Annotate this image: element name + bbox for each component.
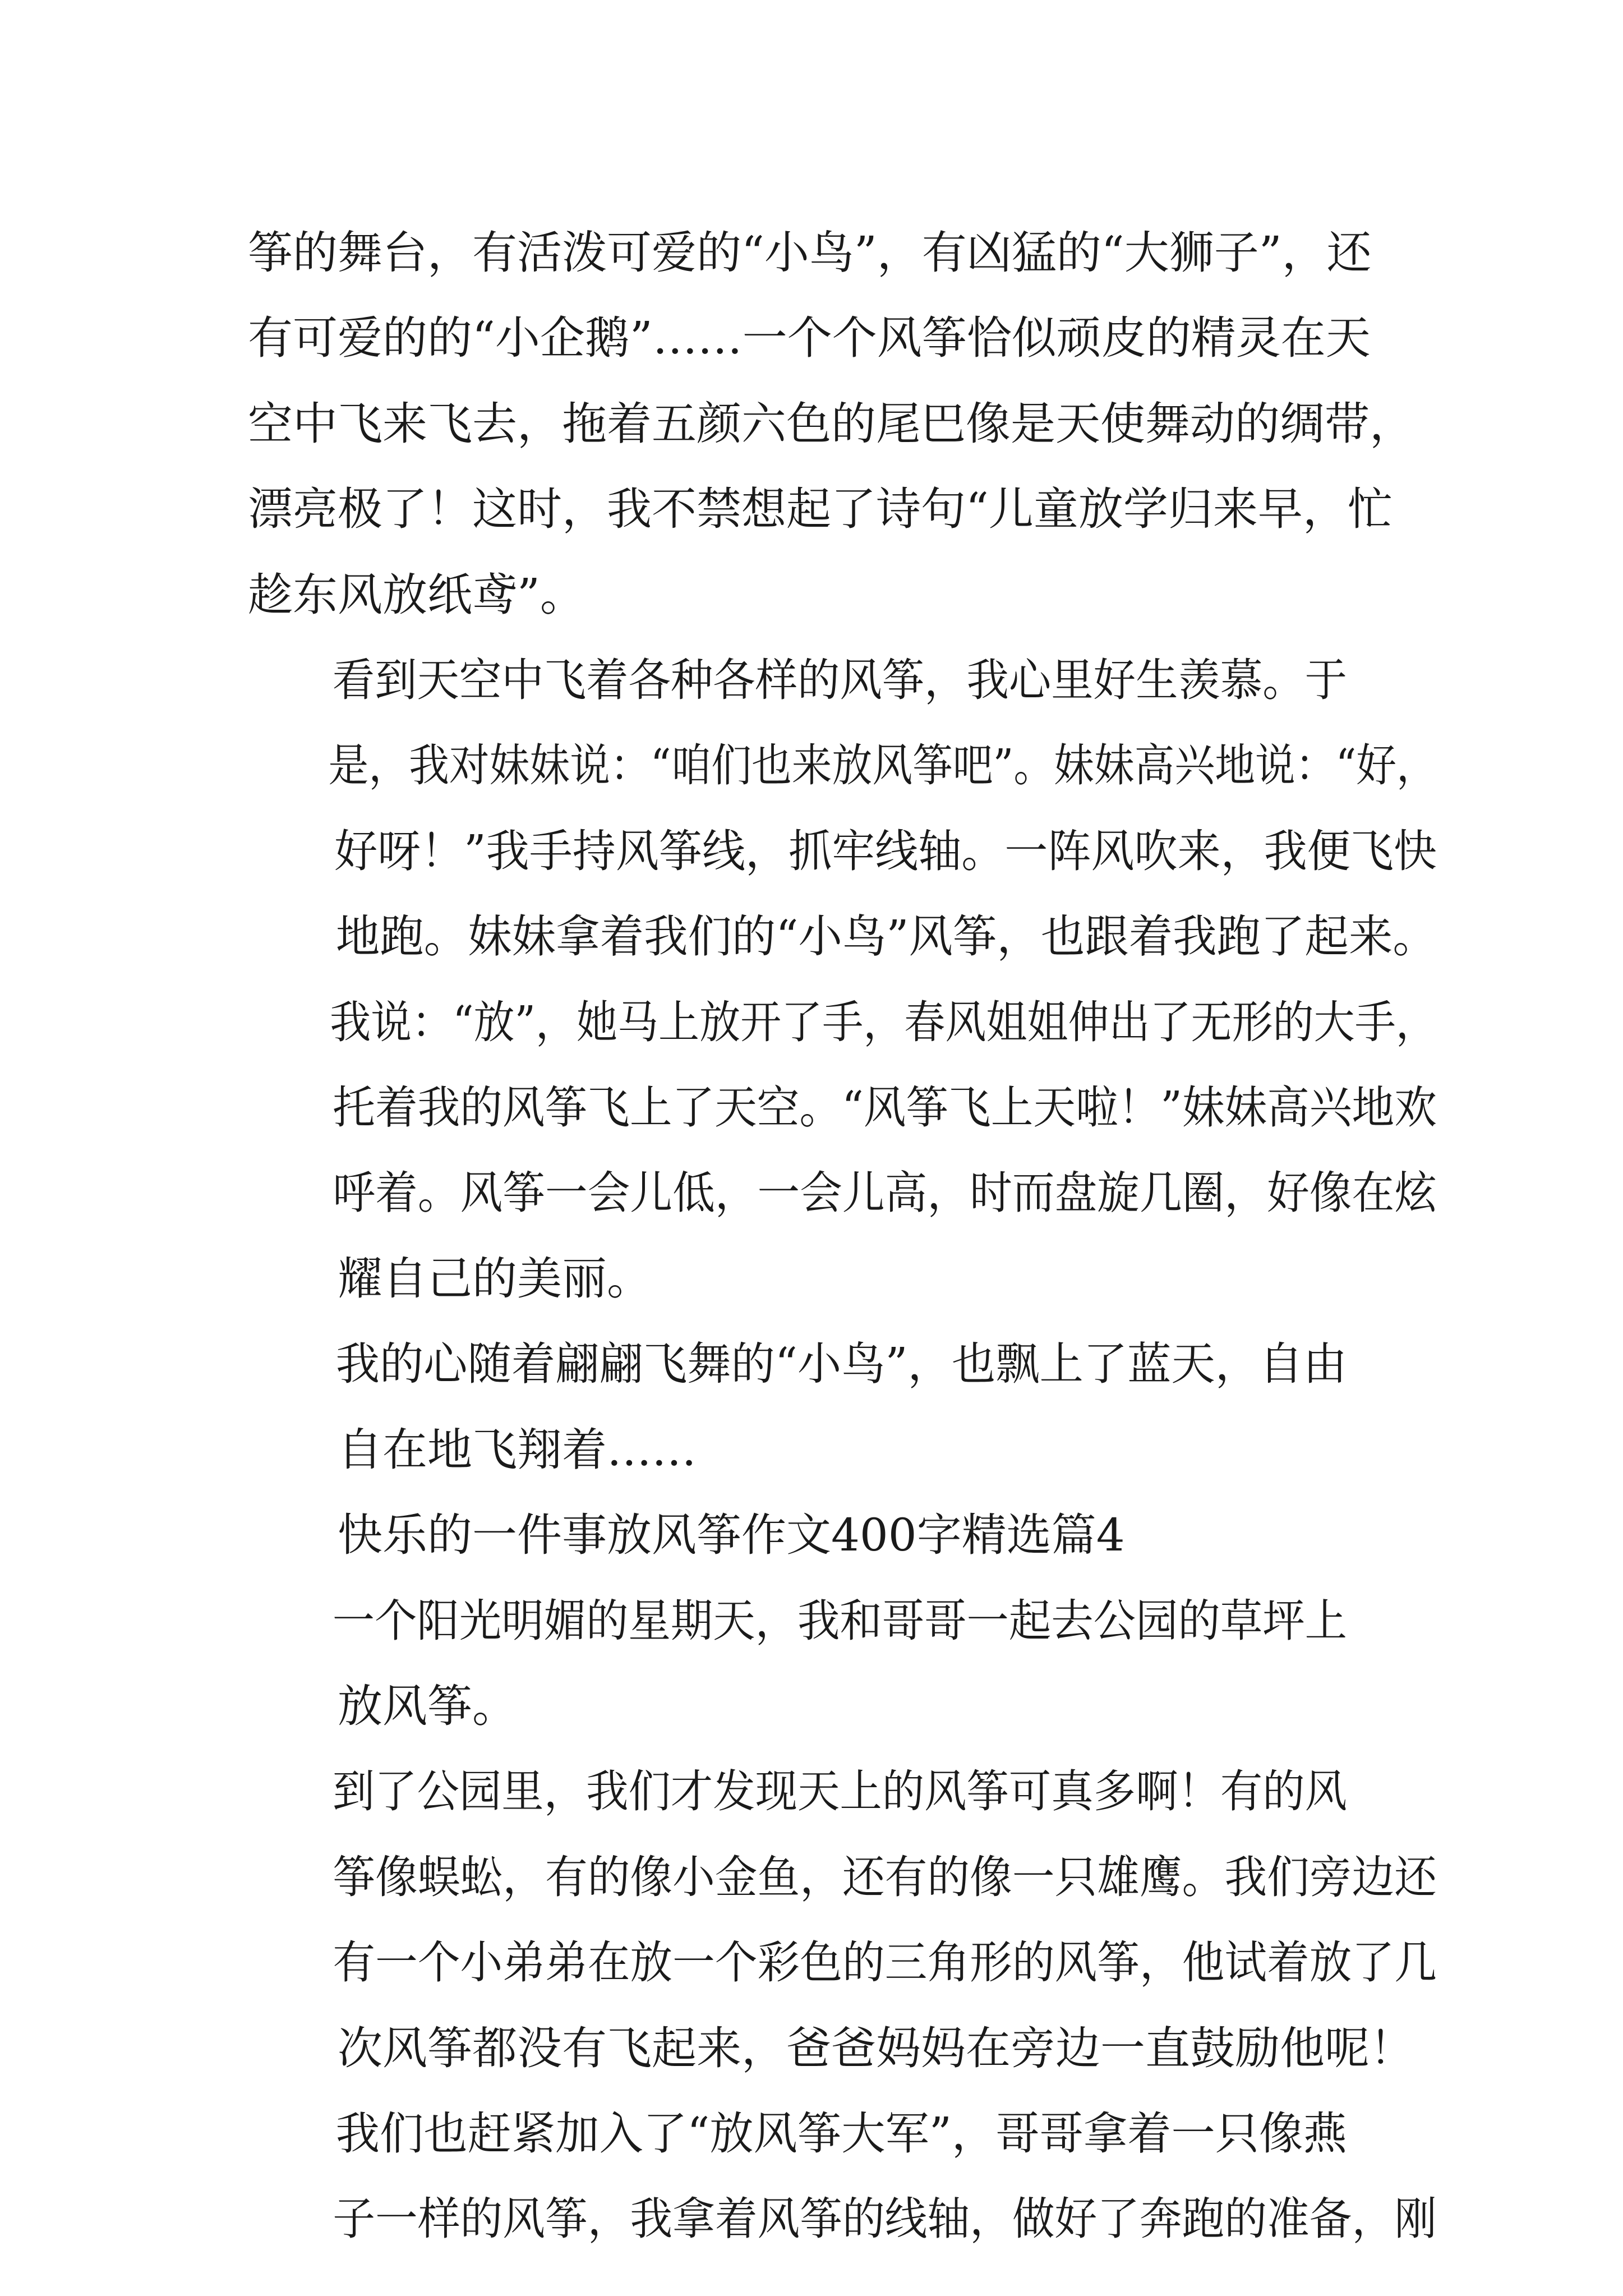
text-line: 筝像蜈蚣，有的像小金鱼，还有的像一只雄鹰。我们旁边还 <box>333 1851 1437 1903</box>
text-line: 趁东风放纸鸢”。 <box>248 568 585 621</box>
text-line: 看到天空中飞着各种各样的风筝，我心里好生羡慕。于 <box>332 654 1347 707</box>
text-line: 快乐的一件事放风筝作文400字精选篇4 <box>338 1509 1125 1562</box>
text-line: 是，我对妹妹说：“咱们也来放风筝吧”。妹妹高兴地说：“好， <box>328 739 1437 792</box>
text-line: 托着我的风筝飞上了天空。“风筝飞上天啦！”妹妹高兴地欢 <box>333 1082 1437 1134</box>
paragraph <box>248 1493 1437 1578</box>
paragraph <box>248 2091 1437 2262</box>
paragraph <box>248 1579 1437 1750</box>
text-line: 漂亮极了！这时，我不禁想起了诗句“儿童放学归来早，忙 <box>248 483 1393 536</box>
document-body <box>248 210 1437 2262</box>
text-line: 放风筝。 <box>338 1680 517 1732</box>
text-line: 好呀！”我手持风筝线，抓牢线轴。一阵风吹来，我便飞快 <box>334 825 1437 877</box>
text-line: 我们也赶紧加入了“放风筝大军”，哥哥拿着一只像燕 <box>335 2107 1347 2160</box>
paragraph <box>248 1322 1437 1493</box>
paragraph <box>248 1749 1437 2091</box>
text-line: 子一样的风筝，我拿着风筝的线轴，做好了奔跑的准备，刚 <box>333 2193 1437 2246</box>
text-line: 筝的舞台，有活泼可爱的“小鸟”，有凶猛的“大狮子”，还 <box>248 227 1372 279</box>
text-line: 地跑。妹妹拿着我们的“小鸟”风筝，也跟着我跑了起来。 <box>335 910 1437 963</box>
paragraph <box>248 210 1437 638</box>
text-line: 自在地飞翔着…… <box>338 1423 697 1476</box>
text-line: 呼着。风筝一会儿低，一会儿高，时而盘旋几圈，好像在炫 <box>333 1167 1437 1220</box>
text-line: 到了公园里，我们才发现天上的风筝可真多啊！有的风 <box>332 1765 1347 1818</box>
text-line: 我的心随着翩翩飞舞的“小鸟”，也飘上了蓝天，自由 <box>335 1338 1347 1391</box>
text-line: 我说：“放”，她马上放开了手，春风姐姐伸出了无形的大手， <box>330 996 1437 1048</box>
text-line: 有可爱的的“小企鹅”……一个个风筝恰似顽皮的精灵在天 <box>248 312 1371 365</box>
paragraph <box>248 638 1437 1322</box>
text-line: 一个阳光明媚的星期天，我和哥哥一起去公园的草坪上 <box>332 1594 1347 1647</box>
text-line: 耀自己的美丽。 <box>338 1252 652 1305</box>
text-line: 空中飞来飞去，拖着五颜六色的尾巴像是天使舞动的绸带， <box>248 397 1414 450</box>
text-line: 有一个小弟弟在放一个彩色的三角形的风筝，他试着放了几 <box>333 1936 1437 1989</box>
text-line: 次风筝都没有飞起来，爸爸妈妈在旁边一直鼓励他呢！ <box>338 2022 1414 2074</box>
